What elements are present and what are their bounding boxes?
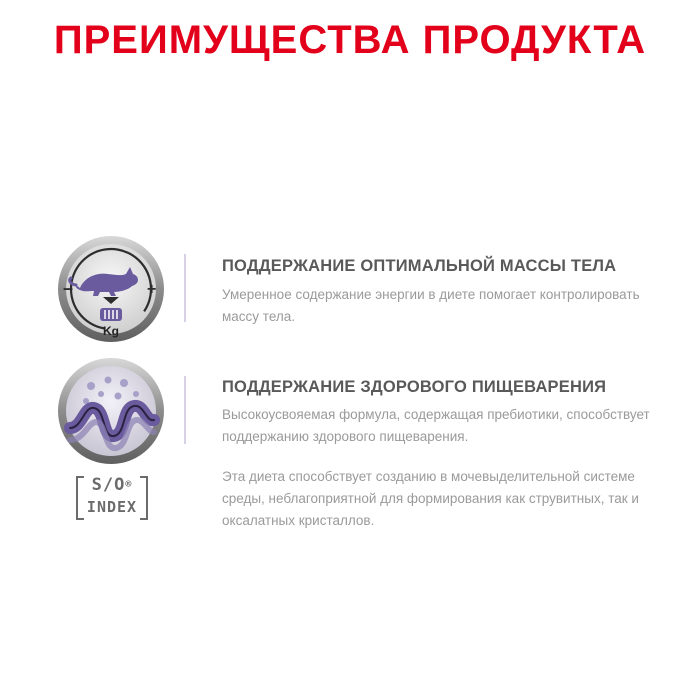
weight-control-cat-icon xyxy=(56,234,166,344)
benefit-text-weight: Умеренное содержание энергии в диете помогает контролировать массу тела. xyxy=(222,287,640,324)
benefit-text-digestion: Высокоусвояемая формула, содержащая пребиотики, способствует поддержанию здорового пищеварения. xyxy=(222,407,650,444)
so-index-bracket-right xyxy=(140,476,148,520)
benefit-title-digestion: ПОДДЕРЖАНИЕ ЗДОРОВОГО ПИЩЕВАРЕНИЯ xyxy=(222,378,607,396)
so-index-bracket-left xyxy=(76,476,84,520)
page-title: ПРЕИМУЩЕСТВА ПРОДУКТА xyxy=(53,18,647,62)
digestion-intestine-icon xyxy=(56,356,166,466)
minus-sign: – xyxy=(63,278,74,298)
so-index-text: Эта диета способствует созданию в мочевыделительной системе среды, неблагоприятной для формирования как струвитных, так и оксалатных кристаллов. xyxy=(222,469,639,528)
registered-mark: ® xyxy=(125,479,133,490)
divider-1 xyxy=(184,254,186,322)
so-index-top: S/O® xyxy=(91,475,133,495)
plus-sign: + xyxy=(147,281,157,298)
so-index-bottom: INDEX xyxy=(86,498,138,516)
so-index-logo xyxy=(76,474,148,520)
benefit-title-weight: ПОДДЕРЖАНИЕ ОПТИМАЛЬНОЙ МАССЫ ТЕЛА xyxy=(222,257,617,275)
divider-2 xyxy=(184,376,186,444)
kg-label: Kg xyxy=(103,324,119,338)
